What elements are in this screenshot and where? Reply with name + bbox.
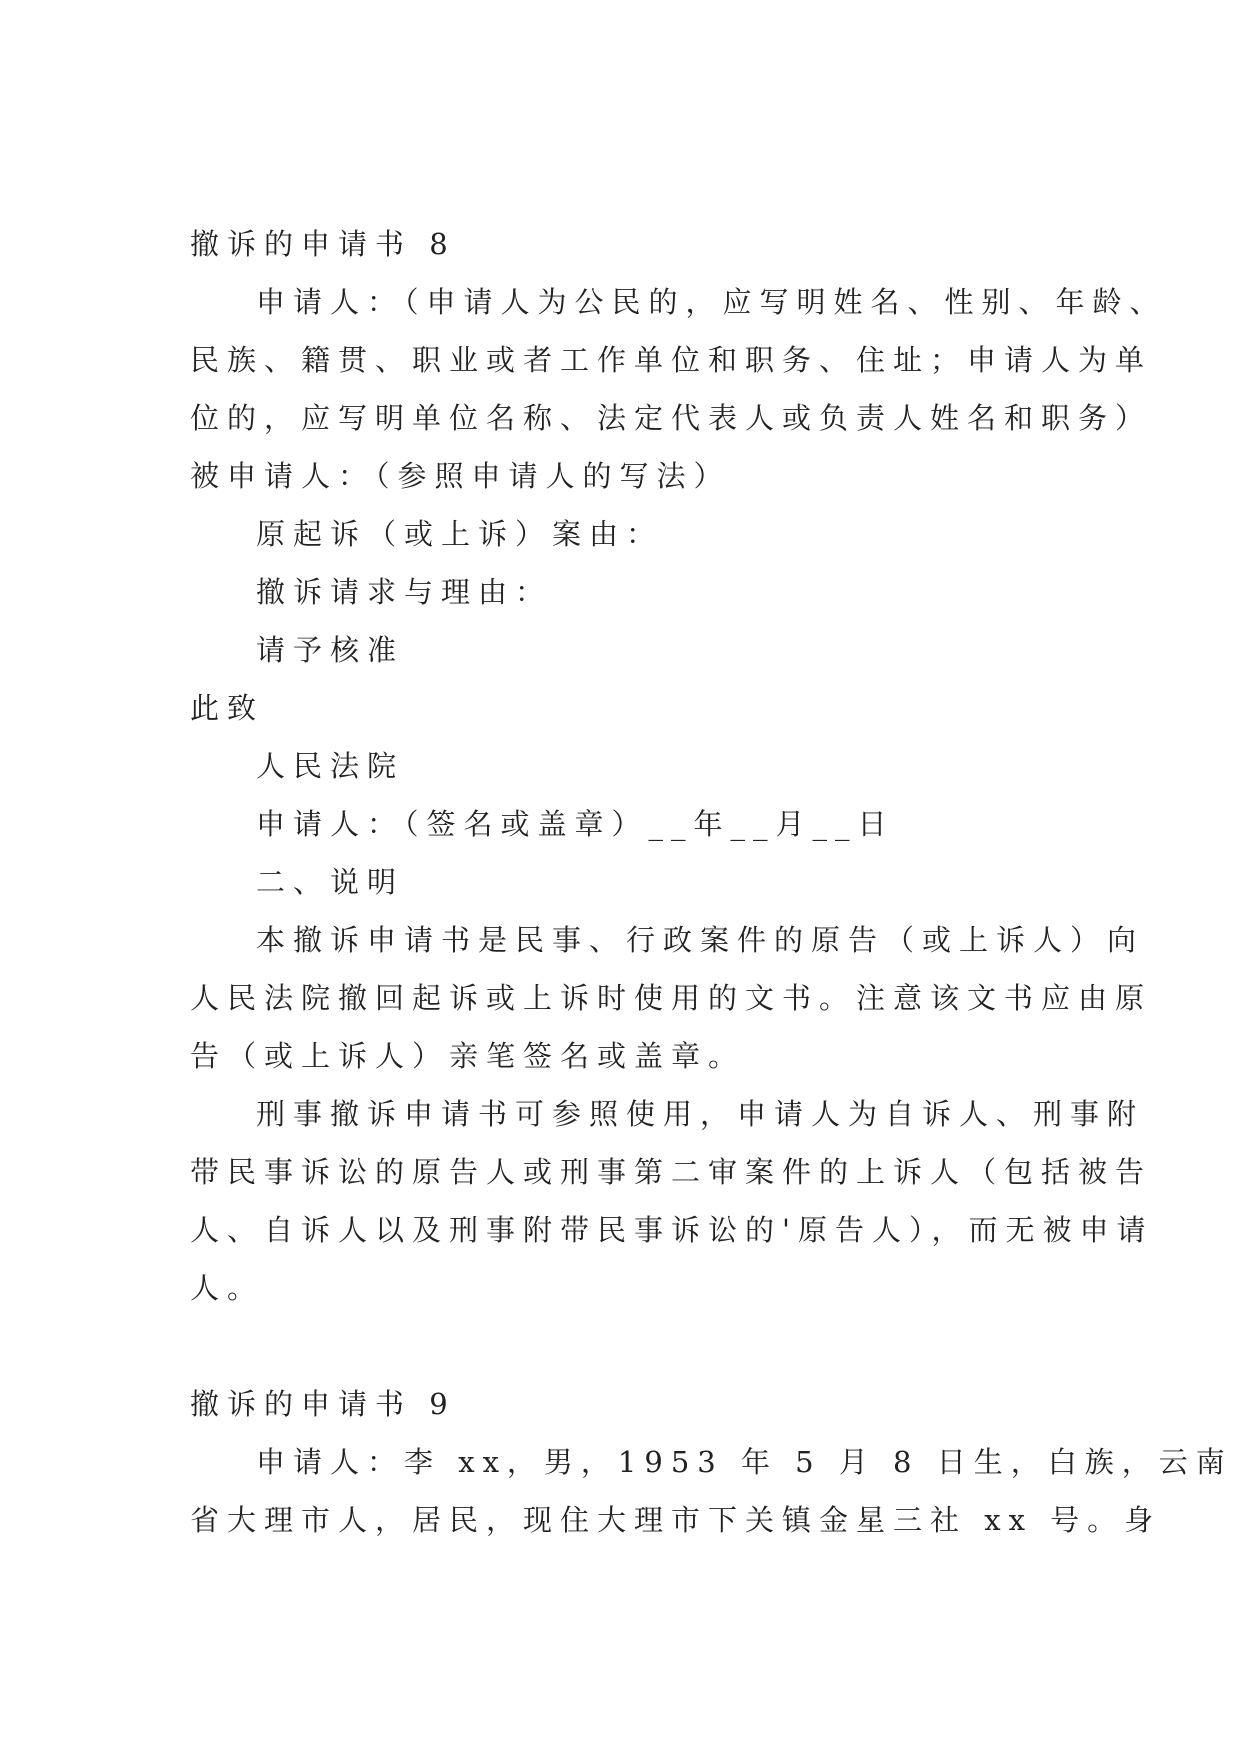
- text-line: 申请人：（申请人为公民的，应写明姓名、性别、年龄、: [256, 285, 1167, 319]
- text-line: 人。: [190, 1271, 265, 1305]
- text-line: 人、自诉人以及刑事附带民事诉讼的'原告人），而无被申请: [190, 1213, 1154, 1247]
- text-line: 此致: [190, 691, 265, 725]
- text-line: 人民法院: [256, 749, 405, 783]
- section-heading-8: 撤诉的申请书 8: [190, 227, 456, 261]
- text-line: 申请人：李 xx，男，1953 年 5 月 8 日生，白族，云南: [256, 1445, 1233, 1479]
- text-line: 民族、籍贯、职业或者工作单位和职务、住址；申请人为单: [190, 343, 1153, 377]
- text-line: 撤诉请求与理由：: [256, 575, 553, 609]
- text-line: 原起诉（或上诉）案由：: [256, 517, 664, 551]
- text-line: 人民法院撤回起诉或上诉时使用的文书。注意该文书应由原: [190, 981, 1153, 1015]
- text-line: 被申请人：（参照申请人的写法）: [190, 459, 731, 493]
- text-line: 告（或上诉人）亲笔签名或盖章。: [190, 1039, 746, 1073]
- section-heading-9: 撤诉的申请书 9: [190, 1387, 456, 1421]
- text-line: 带民事诉讼的原告人或刑事第二审案件的上诉人（包括被告: [190, 1155, 1153, 1189]
- text-line: 请予核准: [256, 633, 405, 667]
- section-subheading: 二、说明: [256, 865, 405, 899]
- text-line: 省大理市人，居民，现住大理市下关镇金星三社 xx 号。身: [190, 1503, 1162, 1537]
- text-line: 刑事撤诉申请书可参照使用，申请人为自诉人、刑事附: [256, 1097, 1145, 1131]
- text-line: 本撤诉申请书是民事、行政案件的原告（或上诉人）向: [256, 923, 1145, 957]
- signature-date-line: 申请人：（签名或盖章）__年__月__日: [256, 807, 895, 841]
- text-line: 位的，应写明单位名称、法定代表人或负责人姓名和职务）: [190, 401, 1153, 435]
